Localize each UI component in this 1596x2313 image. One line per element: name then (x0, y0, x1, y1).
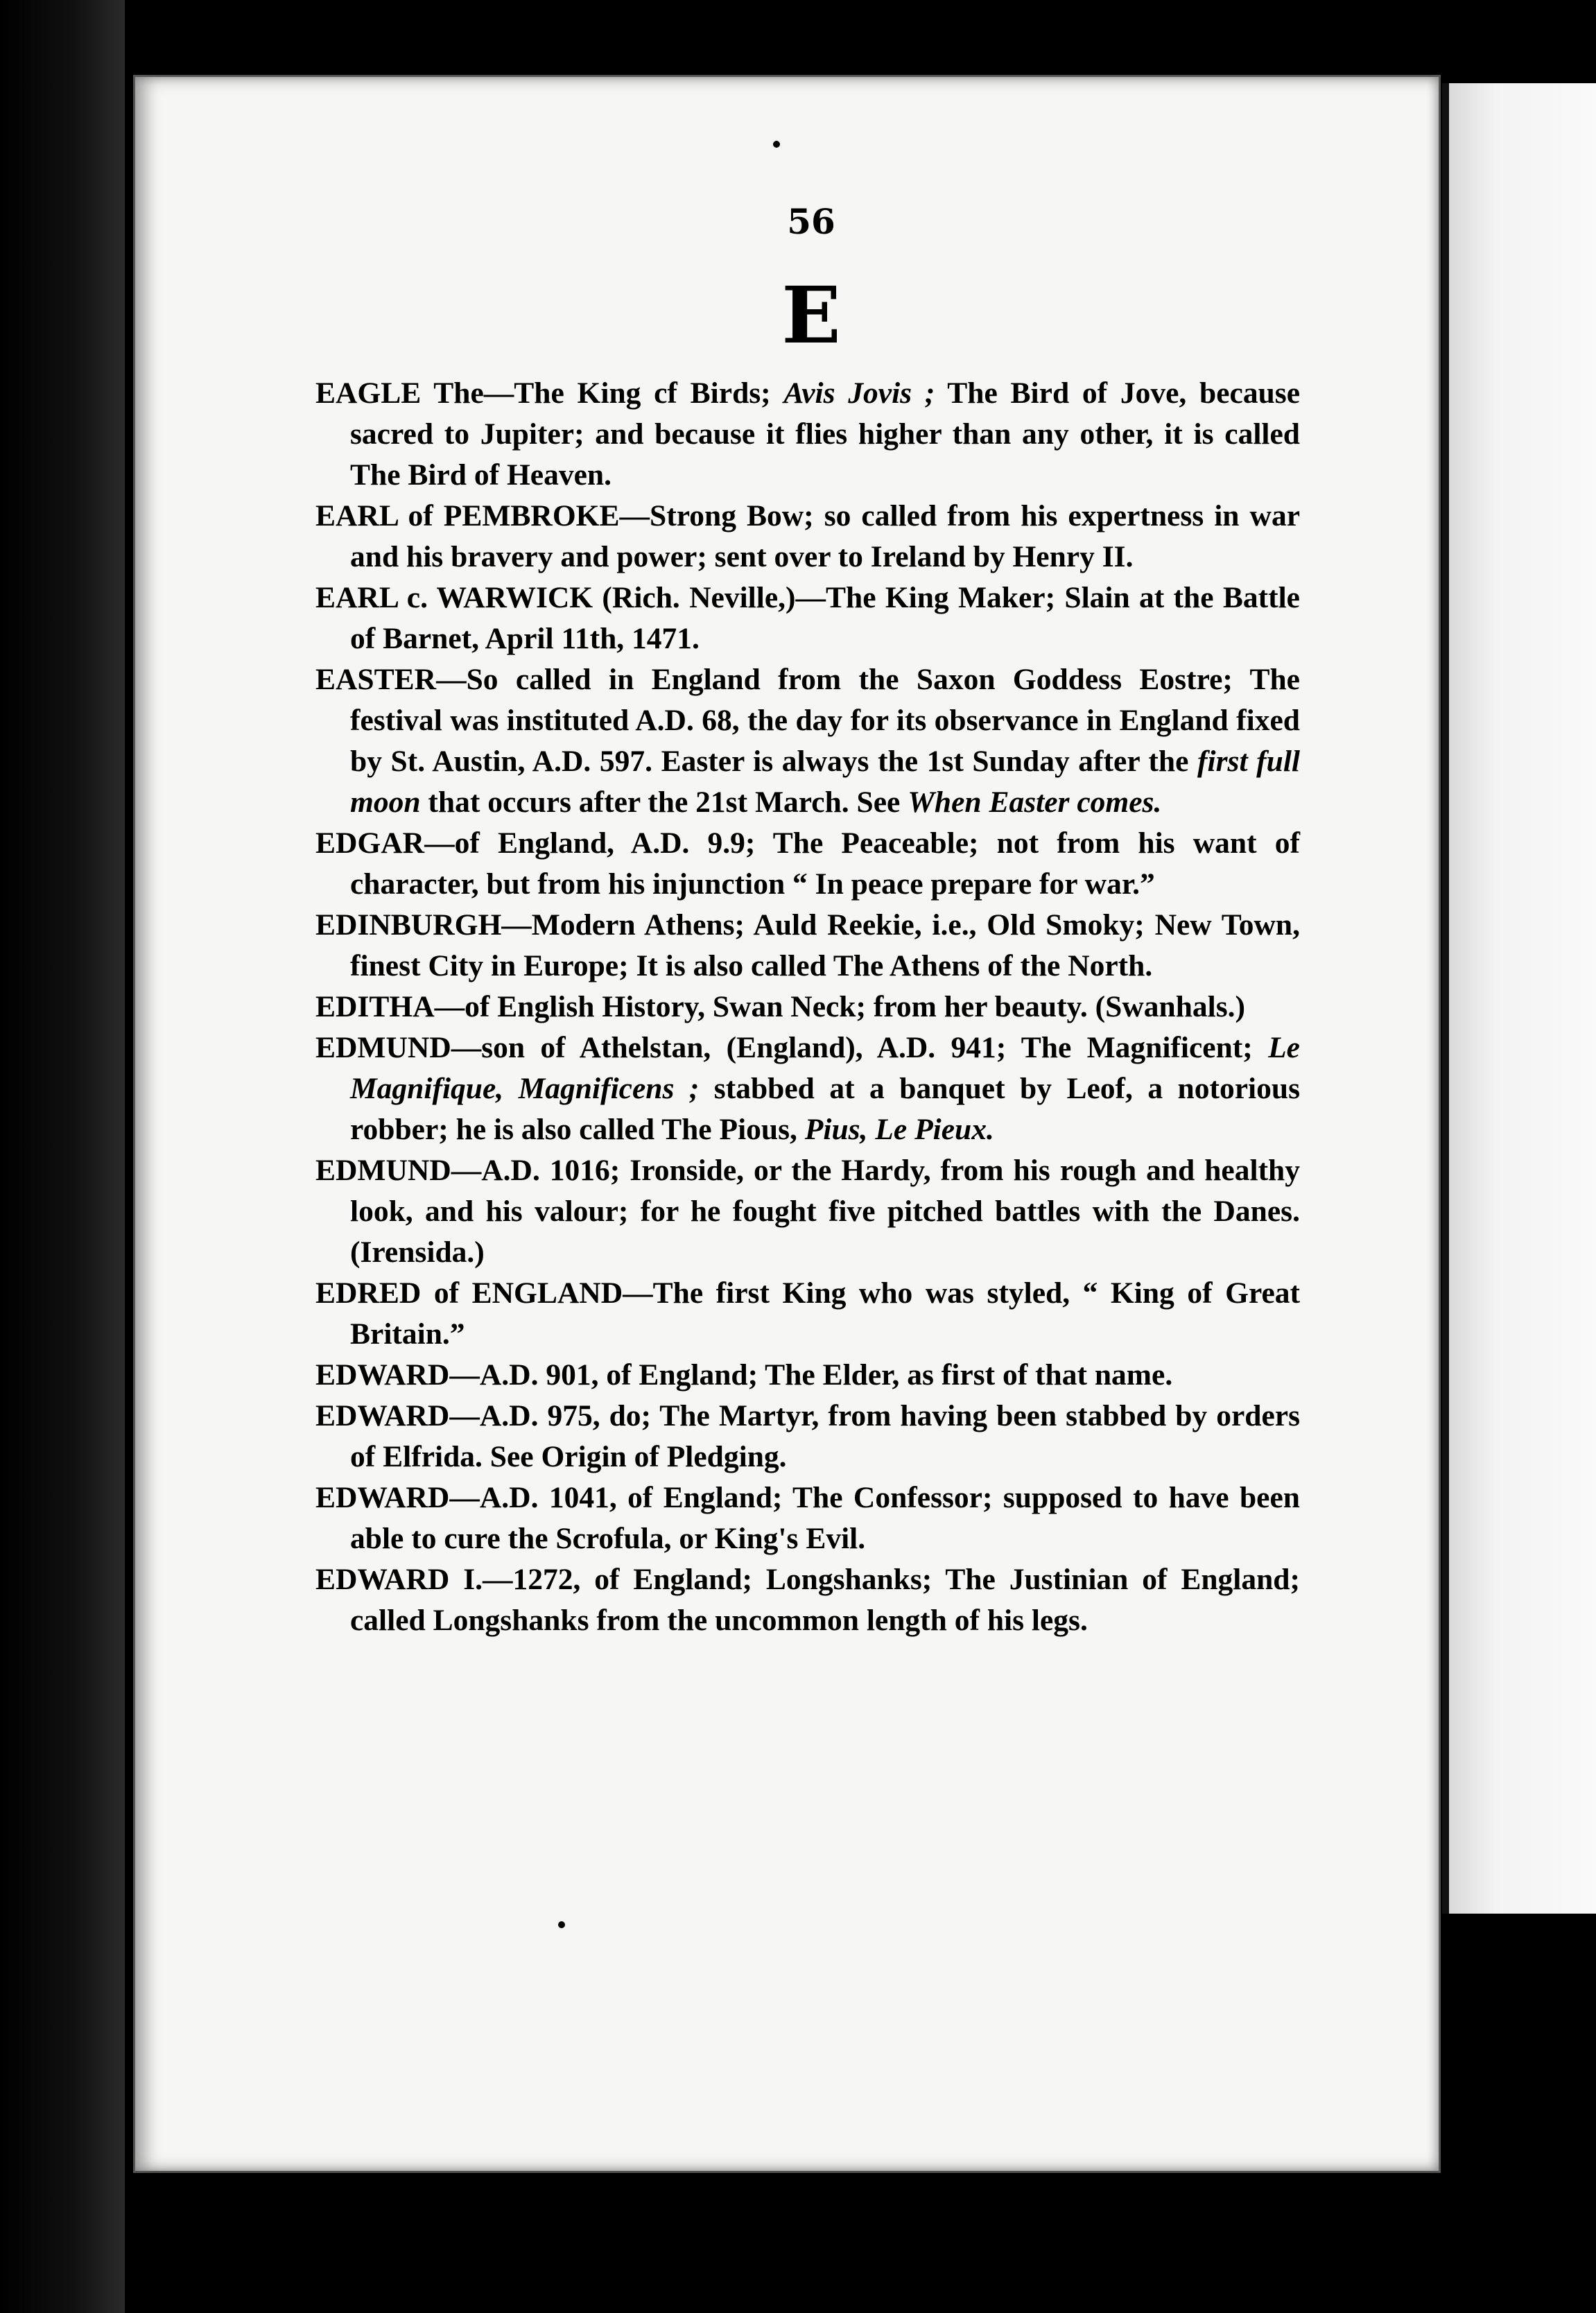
dictionary-entry (315, 578, 1300, 659)
entry-text: —A.D. 1041, of England; The Confessor; supposed to have been able to cure the Scrofula, or King's Evil. (350, 1481, 1300, 1555)
section-letter: E (781, 270, 841, 361)
entry-headword: EDWARD I. (315, 1563, 483, 1596)
entry-text: —Strong Bow; so called from his expertness in war and his bravery and power; sent over to Ireland by Henry II. (350, 499, 1301, 573)
entry-text: —So called in England from the Saxon Goddess Eostre; The festival was instituted A.D. 68, the day for its observance in England fixed by St. Austin, A.D. 597. Easter is always the 1st Sunday after the (350, 663, 1300, 778)
entry-headword: EDGAR (315, 826, 425, 860)
entry-text: —The King Maker; Slain at the Battle of Barnet, April 11th, 1471. (350, 581, 1300, 655)
entry-text: —The first King who was styled, “ King of Great Britain.” (350, 1276, 1301, 1351)
dictionary-entry (315, 1355, 1300, 1396)
dictionary-entry (315, 496, 1300, 578)
page-number: 56 (787, 201, 835, 242)
entry-text: —son of Athelstan, (England), A.D. 941; The Magnificent; (451, 1031, 1269, 1064)
entry-italic-text: When Easter comes. (908, 786, 1162, 819)
entry-headword: EARL of PEMBROKE (315, 499, 620, 532)
dictionary-entry (315, 823, 1300, 905)
entry-text: stabbed at a banquet by Leof, a notorious robber; he is also called The Pious, (350, 1072, 1300, 1146)
entry-headword: EDITHA (315, 990, 435, 1023)
entry-headword: EAGLE The (315, 376, 484, 410)
entry-text: —The King cf Birds; (483, 376, 784, 410)
dictionary-entry (315, 1478, 1300, 1559)
entry-headword: EASTER (315, 663, 437, 696)
ink-speck (558, 1921, 565, 1928)
entry-text: —A.D. 1016; Ironside, or the Hardy, from his rough and healthy look, and his valour; for he fought five pitched battles with the Danes. (Irensida.) (350, 1154, 1300, 1269)
entry-text: that occurs after the 21st March. See (420, 786, 908, 819)
entry-headword: EDRED of ENGLAND (315, 1276, 623, 1310)
entry-italic-text: Le Magnifique, Magnificens ; (350, 1031, 1300, 1105)
entry-text: —1272, of England; Longshanks; The Justinian of England; called Longshanks from the uncommon length of his legs. (350, 1563, 1300, 1637)
entry-italic-text: Pius, Le Pieux. (804, 1113, 994, 1146)
entry-headword: EARL c. WARWICK (Rich. Neville,) (315, 581, 796, 614)
entry-text: —of England, A.D. 9.9; The Peaceable; not from his want of character, but from his injunction “ In peace prepare for war.” (350, 826, 1300, 901)
entry-italic-text: first full moon (350, 745, 1300, 819)
entry-text: —Modern Athens; Auld Reekie, i.e., Old Smoky; New Town, finest City in Europe; It is also called The Athens of the North. (350, 908, 1300, 982)
dictionary-entry (315, 987, 1300, 1028)
dictionary-entry (315, 373, 1300, 496)
entry-text: —A.D. 901, of England; The Elder, as first of that name. (449, 1358, 1173, 1392)
entry-headword: EDINBURGH (315, 908, 502, 942)
entry-text: The Bird of Jove, because sacred to Jupiter; and because it flies higher than any other, it is called The Bird of Heaven. (350, 376, 1301, 492)
dictionary-entry (315, 1559, 1300, 1641)
book-binding-edge (0, 0, 125, 2313)
entry-text: —A.D. 975, do; The Martyr, from having been stabbed by orders of Elfrida. See Origin of Pledging. (350, 1399, 1300, 1473)
dictionary-entry (315, 1396, 1300, 1478)
dictionary-entry (315, 1150, 1300, 1273)
dictionary-entries (315, 373, 1300, 1641)
entry-headword: EDWARD (315, 1358, 450, 1392)
dictionary-entry (315, 1028, 1300, 1150)
entry-headword: EDWARD (315, 1481, 450, 1514)
entry-headword: EDMUND (315, 1031, 451, 1064)
entry-headword: EDWARD (315, 1399, 450, 1432)
entry-italic-text: Avis Jovis ; (783, 376, 935, 410)
dictionary-entry (315, 659, 1300, 823)
ink-speck (773, 141, 780, 148)
entry-text: —of English History, Swan Neck; from her beauty. (Swanhals.) (434, 990, 1246, 1023)
dictionary-entry (315, 905, 1300, 987)
dictionary-entry (315, 1273, 1300, 1355)
entry-headword: EDMUND (315, 1154, 451, 1187)
facing-page-edge (1442, 83, 1596, 1914)
